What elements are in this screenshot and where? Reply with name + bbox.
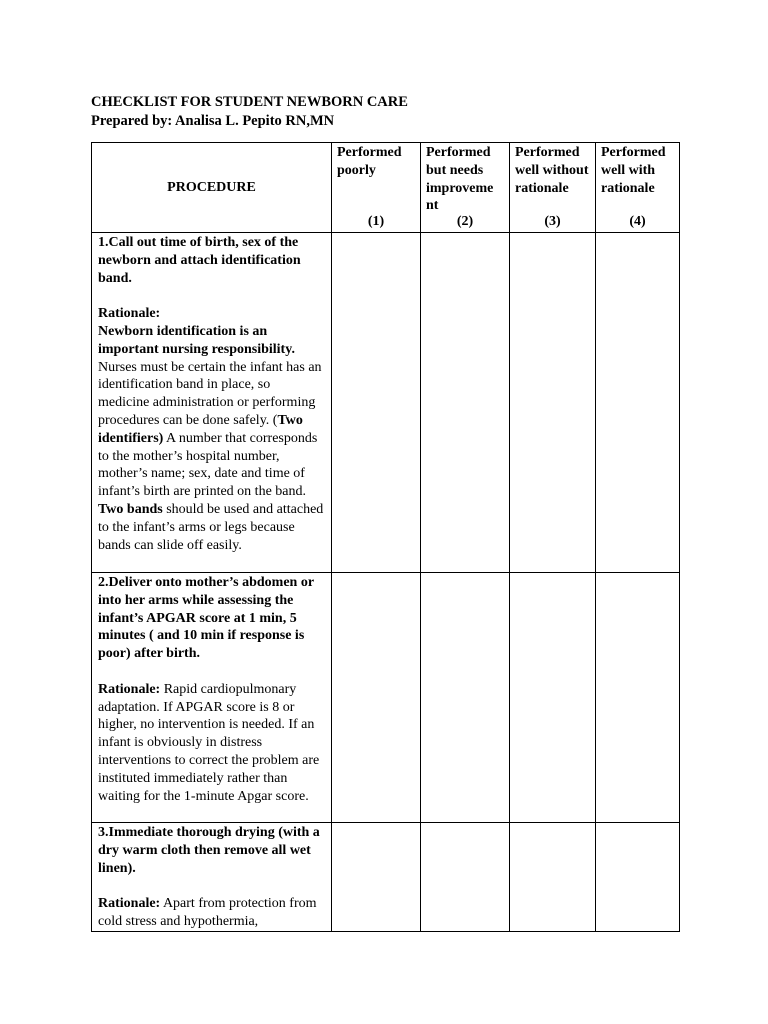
column-number: (2)	[456, 214, 474, 230]
score-cell[interactable]	[510, 823, 596, 932]
score-cell[interactable]	[332, 823, 421, 932]
prepared-by: Prepared by: Analisa L. Pepito RN,MN	[91, 113, 335, 129]
rationale-text: Rationale: Apart from protection from cold stress and hypothermia,	[98, 896, 317, 929]
header-row	[92, 143, 680, 233]
score-cell[interactable]	[596, 573, 680, 823]
score-cell[interactable]	[596, 823, 680, 932]
procedure-header: PROCEDURE	[92, 143, 332, 233]
column-label: Performed but needs improveme nt	[426, 145, 494, 214]
score-cell[interactable]	[510, 573, 596, 823]
column-header-2	[421, 143, 510, 233]
column-header-1	[332, 143, 421, 233]
rationale-text: Nurses must be certain the infant has an identification band in place, so medicine administration or performing procedures can be done safely. (Two identifiers) A number that corresponds to the mother’s hospital number, mother’s name; sex, date and time of infant’s birth are printed on the band. Two bands should be used and attached to the infant’s arms or legs because bands can slide off easily.	[98, 359, 324, 553]
table-row	[92, 573, 680, 823]
procedure-cell	[92, 823, 332, 932]
score-cell[interactable]	[510, 233, 596, 573]
procedure-cell	[92, 233, 332, 573]
score-cell[interactable]	[332, 573, 421, 823]
table-row	[92, 233, 680, 573]
table-row	[92, 823, 680, 932]
column-header-3	[510, 143, 596, 233]
column-label: Performed poorly	[337, 145, 402, 178]
procedure-step: 3.Immediate thorough drying (with a dry warm cloth then remove all wet linen).	[98, 825, 320, 876]
column-number: (4)	[629, 214, 646, 230]
column-number: (3)	[544, 214, 561, 230]
procedure-step: 1.Call out time of birth, sex of the newborn and attach identification band.	[98, 235, 301, 286]
column-number: (1)	[367, 214, 385, 230]
rationale-label: Rationale:	[98, 306, 161, 322]
checklist-table	[91, 142, 680, 932]
procedure-cell	[92, 573, 332, 823]
rationale-text: Rationale: Rapid cardiopulmonary adaptation. If APGAR score is 8 or higher, no intervention is needed. If an infant is obviously in distress interventions to correct the problem are instituted immediately rather than waiting for the 1-minute Apgar score.	[98, 681, 320, 804]
document-title: CHECKLIST FOR STUDENT NEWBORN CARE	[91, 94, 408, 110]
score-cell[interactable]	[421, 573, 510, 823]
column-label: Performed well without rationale	[515, 145, 589, 196]
score-cell[interactable]	[421, 233, 510, 573]
score-cell[interactable]	[596, 233, 680, 573]
score-cell[interactable]	[332, 233, 421, 573]
procedure-step: 2.Deliver onto mother’s abdomen or into her arms while assessing the infant’s APGAR score at 1 min, 5 minutes ( and 10 min if response is poor) after birth.	[98, 575, 314, 662]
rationale-emphasis: Newborn identification is an important nursing responsibility.	[98, 323, 295, 357]
score-cell[interactable]	[421, 823, 510, 932]
column-header-4	[596, 143, 680, 233]
column-label: Performed well with rationale	[601, 145, 666, 196]
